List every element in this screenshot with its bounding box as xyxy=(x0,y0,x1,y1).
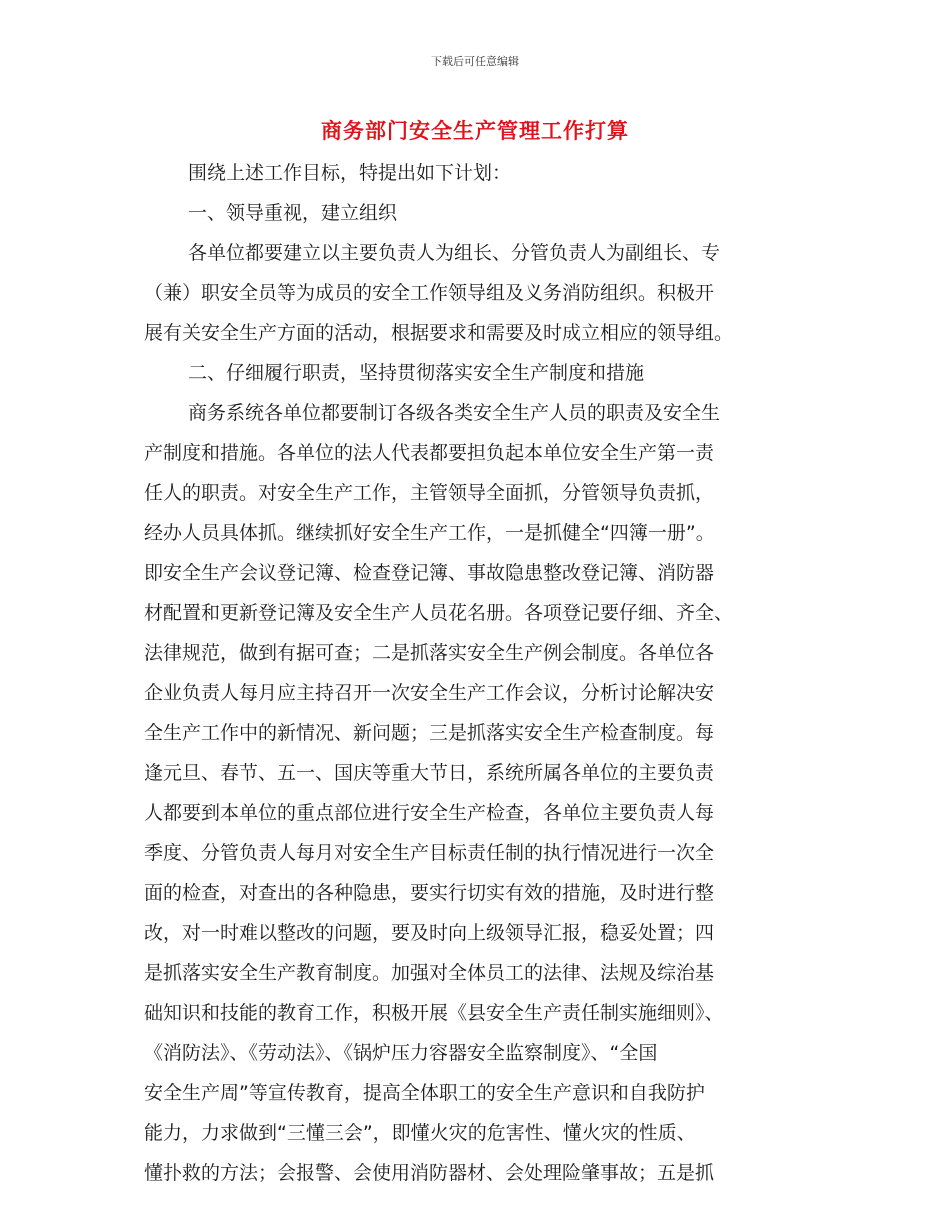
header-note: 下载后可任意编辑 xyxy=(431,55,519,68)
paragraph-line: 础知识和技能的教育工作，积极开展《县安全生产责任制实施细则》、 xyxy=(144,1002,724,1024)
paragraph-line: （兼）职安全员等为成员的安全工作领导组及义务消防组织。积极开 xyxy=(144,282,715,304)
paragraph-line: 产制度和措施。各单位的法人代表都要担负起本单位安全生产第一责 xyxy=(144,442,715,464)
paragraph-line: 商务系统各单位都要制订各级各类安全生产人员的职责及安全生 xyxy=(188,402,721,424)
paragraph-line: 各单位都要建立以主要负责人为组长、分管负责人为副组长、专 xyxy=(188,242,721,264)
paragraph-line: 是抓落实安全生产教育制度。加强对全体员工的法律、法规及综治基 xyxy=(144,962,715,984)
paragraph-line: 展有关安全生产方面的活动，根据要求和需要及时成立相应的领导组。 xyxy=(144,322,734,344)
paragraph-line: 面的检查，对查出的各种隐患，要实行切实有效的措施，及时进行整 xyxy=(144,882,715,904)
paragraph-line: 《消防法》、《劳动法》、《锅炉压力容器安全监察制度》、“全国 xyxy=(144,1042,658,1064)
paragraph-line: 法律规范，做到有据可查；二是抓落实安全生产例会制度。各单位各 xyxy=(144,642,715,664)
paragraph-line: 逢元旦、春节、五一、国庆等重大节日，系统所属各单位的主要负责 xyxy=(144,762,715,784)
section-heading: 二、仔细履行职责，坚持贯彻落实安全生产制度和措施 xyxy=(188,362,645,384)
paragraph-line: 材配置和更新登记簿及安全生产人员花名册。各项登记要仔细、齐全、 xyxy=(144,602,734,624)
paragraph-line: 全生产工作中的新情况、新问题；三是抓落实安全生产检查制度。每 xyxy=(144,722,715,744)
paragraph-line: 企业负责人每月应主持召开一次安全生产工作会议，分析讨论解决安 xyxy=(144,682,715,704)
paragraph-line: 懂扑救的方法；会报警、会使用消防器材、会处理险肇事故；五是抓 xyxy=(144,1162,715,1184)
paragraph-line: 任人的职责。对安全生产工作，主管领导全面抓，分管领导负责抓， xyxy=(144,482,715,504)
paragraph-line: 能力，力求做到“三懂三会”，即懂火灾的危害性、懂火灾的性质、 xyxy=(144,1122,696,1144)
paragraph-line: 改，对一时难以整改的问题，要及时向上级领导汇报，稳妥处置；四 xyxy=(144,922,715,944)
document-body xyxy=(144,153,804,1193)
paragraph-line: 围绕上述工作目标，特提出如下计划： xyxy=(188,162,512,184)
paragraph-line: 经办人员具体抓。继续抓好安全生产工作，一是抓健全“四簿一册”。 xyxy=(144,522,715,544)
paragraph-line: 安全生产周”等宣传教育，提高全体职工的安全生产意识和自我防护 xyxy=(144,1082,705,1104)
document-title: 商务部门安全生产管理工作打算 xyxy=(321,118,629,143)
paragraph-line: 人都要到本单位的重点部位进行安全生产检查，各单位主要负责人每 xyxy=(144,802,715,824)
paragraph-line: 即安全生产会议登记簿、检查登记簿、事故隐患整改登记簿、消防器 xyxy=(144,562,715,584)
paragraph-line: 季度、分管负责人每月对安全生产目标责任制的执行情况进行一次全 xyxy=(144,842,715,864)
section-heading: 一、领导重视，建立组织 xyxy=(188,202,398,224)
